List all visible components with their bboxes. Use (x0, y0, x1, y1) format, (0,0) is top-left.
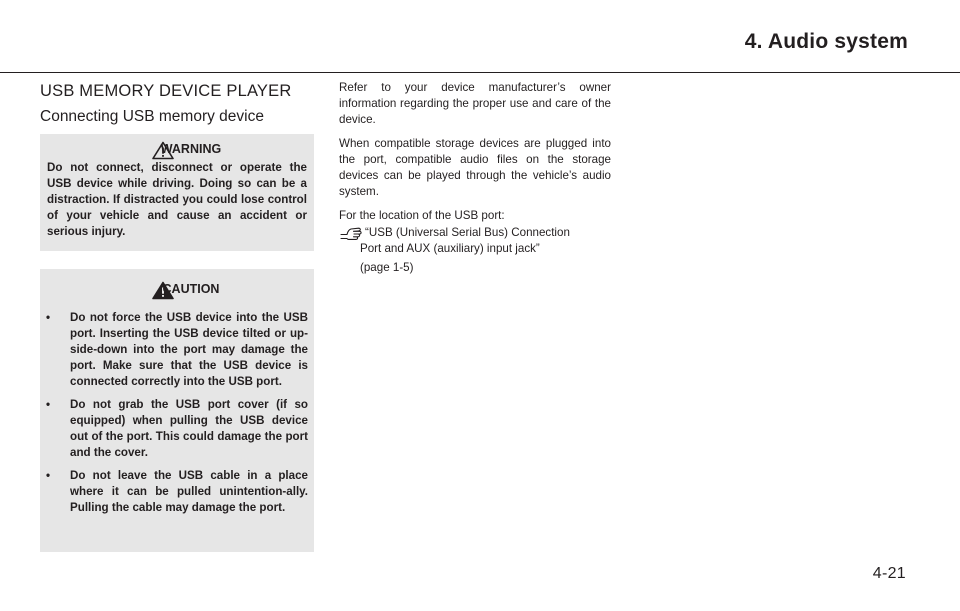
caution-item (46, 468, 308, 516)
reference-line-1: “USB (Universal Serial Bus) Connection (365, 226, 570, 239)
page-reference[interactable] (339, 225, 611, 276)
warning-header (40, 134, 314, 156)
caution-item (46, 310, 308, 390)
caution-label: CAUTION (162, 282, 220, 296)
bullet: • (46, 398, 51, 411)
caution-header (40, 269, 314, 296)
caution-item-text: Do not grab the USB port cover (if so equipped) when pulling the USB device out of the port. This could damage the port and the cover. (70, 398, 308, 459)
page-number: 4-21 (872, 565, 906, 582)
bullet: • (46, 311, 51, 324)
body-paragraph: When compatible storage devices are plugged into the port, compatible audio files on the storage devices can be played through the vehicle’s audio system. (339, 137, 611, 198)
bullet: • (46, 469, 51, 482)
caution-list (40, 310, 314, 516)
subsection-title: Connecting USB memory device (40, 108, 264, 125)
chapter-title: 4. Audio system (744, 30, 908, 53)
header-rule (0, 72, 960, 73)
warning-text: Do not connect, disconnect or operate the USB device while driving. Doing so can be a distraction. If distracted you could lose control of your vehicle and cause an accident or serious injury. (47, 161, 307, 238)
warning-label: WARNING (160, 142, 222, 156)
body-column (339, 80, 611, 276)
caution-item-text: Do not force the USB device into the USB port. Inserting the USB device tilted or up-side-down into the port may damage the port. Make sure that the USB device is connected correctly into the USB port. (70, 311, 308, 388)
body-paragraph: Refer to your device manufacturer’s owner information regarding the proper use and care of the device. (339, 81, 611, 126)
caution-item (46, 397, 308, 461)
pointing-hand-icon (339, 225, 365, 241)
caution-item-text: Do not leave the USB cable in a place where it can be pulled unintention-ally. Pulling the cable may damage the port. (70, 469, 308, 514)
reference-line-2: Port and AUX (auxiliary) input jack” (360, 242, 540, 255)
caution-box (40, 269, 314, 552)
warning-box (40, 134, 314, 251)
section-title: USB MEMORY DEVICE PLAYER (40, 82, 292, 100)
reference-page: (page 1-5) (360, 261, 414, 274)
body-paragraph: For the location of the USB port: (339, 209, 505, 222)
